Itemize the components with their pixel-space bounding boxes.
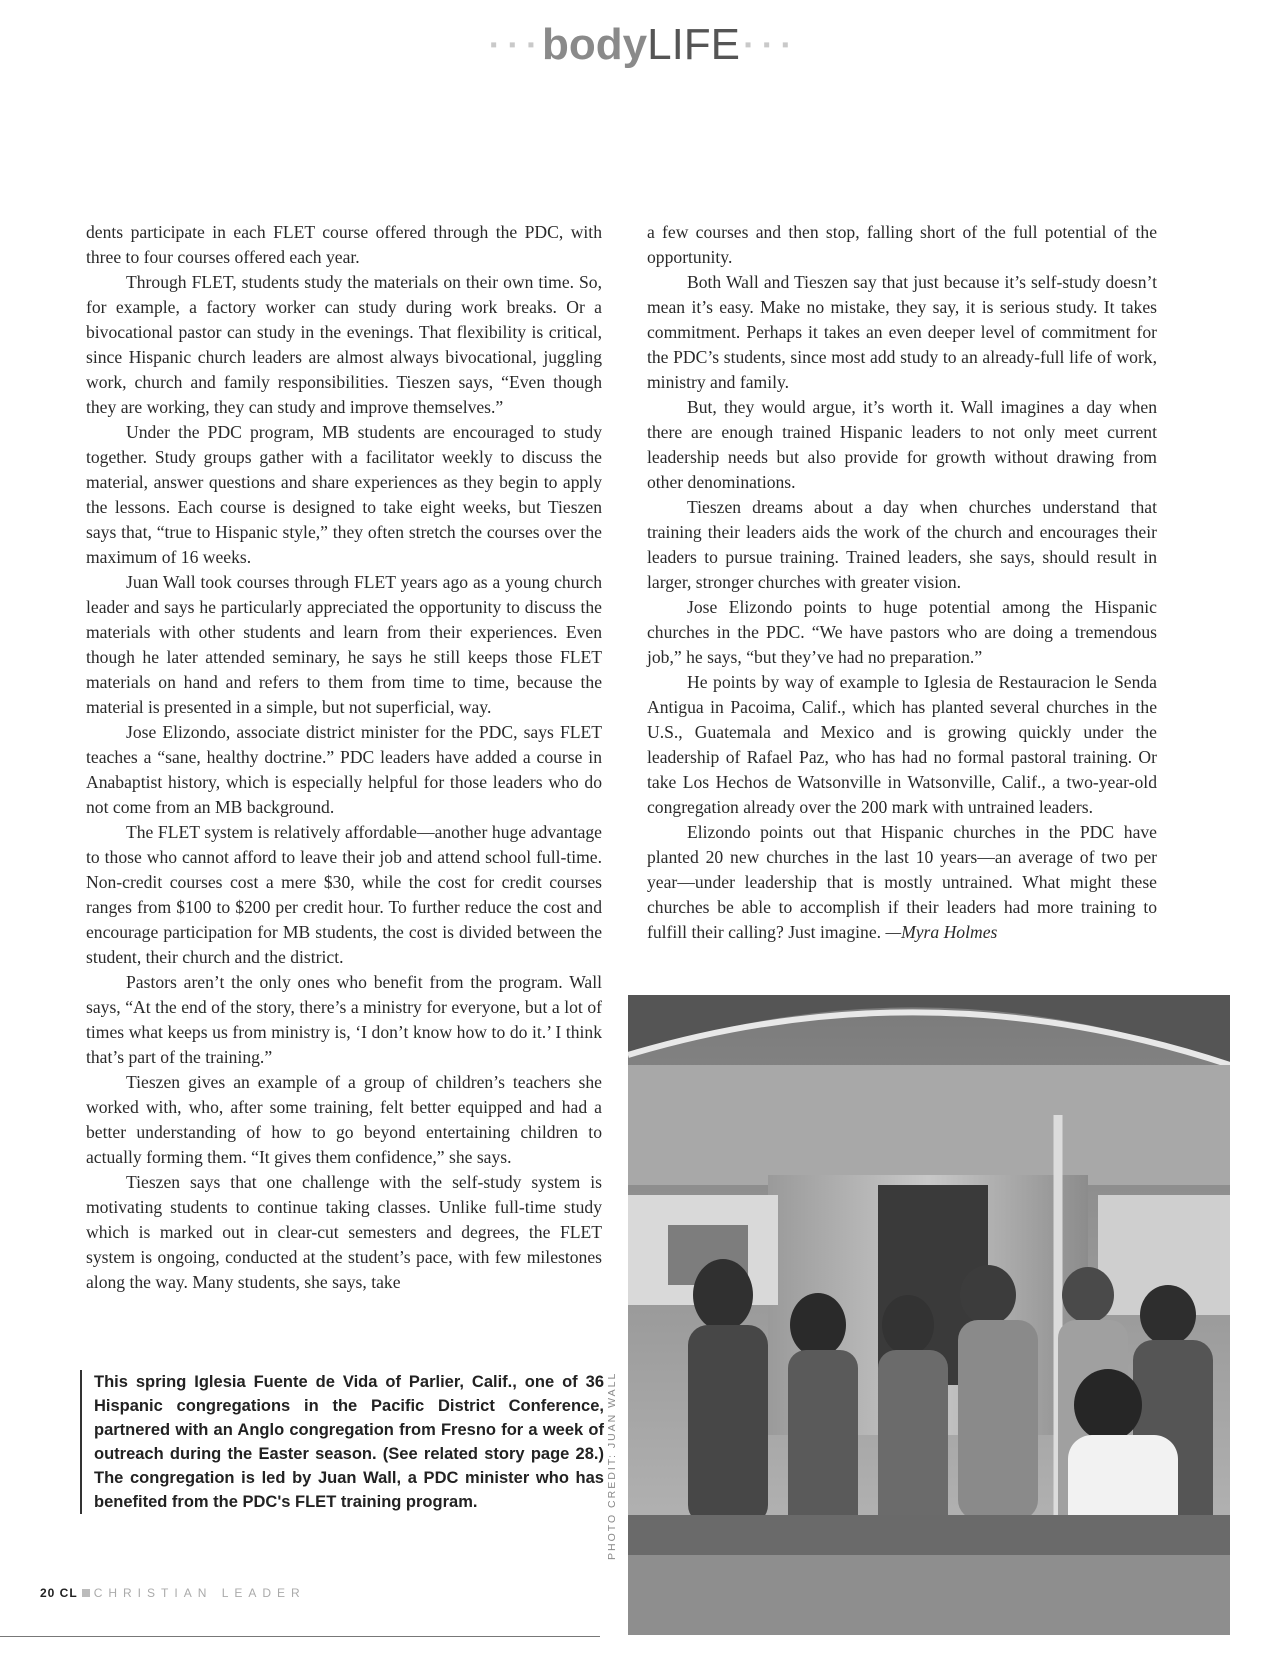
footer-square-icon [82, 1589, 90, 1597]
section-header [0, 20, 1282, 80]
header-dots-left: ▪ ▪ ▪ [490, 33, 538, 56]
article-paragraph: a few courses and then stop, falling short of the full potential of the opportunity. [647, 222, 1157, 267]
article-paragraph-text: Elizondo points out that Hispanic churches in the PDC have planted 20 new churches in the last 10 years—an average of two per year—under leadership that is mostly untrained. What might these churches be able to accomplish if their leaders had more training to fulfill their calling? Just imagine. [647, 822, 1157, 942]
article-column-right [647, 220, 1157, 945]
page-number: 20 CL [40, 1586, 78, 1600]
article-paragraph: Juan Wall took courses through FLET years ago as a young church leader and says he particularly appreciated the opportunity to discuss the materials with other students and learn from their experiences. Even though he later attended seminary, he says he still keeps those FLET materials on hand and refers to them from time to time, because the material is presented in a simple, but not superficial, way. [86, 572, 602, 717]
article-paragraph: But, they would argue, it’s worth it. Wall imagines a day when there are enough trained Hispanic leaders to not only meet current leadership needs but also provide for growth without drawing from other denominations. [647, 397, 1157, 492]
article-paragraph: Tieszen dreams about a day when churches understand that training their leaders aids the work of the church and encourages their leaders to pursue training. Trained leaders, she says, should result in larger, stronger churches with greater vision. [647, 497, 1157, 592]
header-dots-right: ▪ ▪ ▪ [744, 33, 792, 56]
article-paragraph: Under the PDC program, MB students are encouraged to study together. Study groups gather with a facilitator weekly to discuss the material, answer questions and share experiences as they begin to apply the lessons. Each course is designed to take eight weeks, but Tieszen says that, “true to Hispanic style,” they often stretch the courses over the maximum of 16 weeks. [86, 422, 602, 567]
photo-caption: This spring Iglesia Fuente de Vida of Parlier, Calif., one of 36 Hispanic congregations in the Pacific District Conference, partnered with an Anglo congregation from Fresno for a week of outreach during the Easter season. (See related story page 28.) The congregation is led by Juan Wall, a PDC minister who has benefited from the PDC's FLET training program. [80, 1370, 604, 1514]
article-paragraph: The FLET system is relatively affordable—another huge advantage to those who cannot afford to leave their job and attend school full-time. Non-credit courses cost a mere $30, while the cost for credit courses ranges from $100 to $200 per credit hour. To further reduce the cost and encourage participation for MB students, the cost is divided between the student, their church and the district. [86, 822, 602, 967]
article-paragraph-last [647, 820, 1157, 945]
article-paragraph: Tieszen says that one challenge with the self-study system is motivating students to continue taking classes. Unlike full-time study which is marked out in clear-cut semesters and degrees, the FLET system is ongoing, conducted at the student’s pace, with few milestones along the way. Many students, she says, take [86, 1172, 602, 1292]
article-paragraph: dents participate in each FLET course offered through the PDC, with three to four courses offered each year. [86, 222, 602, 267]
article-paragraph: He points by way of example to Iglesia de Restauracion le Senda Antigua in Pacoima, Calif., which has planted several churches in the U.S., Guatemala and Mexico and is growing quickly under the leadership of Rafael Paz, who has had no formal pastoral training. Or take Los Hechos de Watsonville in Watsonville, Calif., a two-year-old congregation already over the 200 mark with untrained leaders. [647, 672, 1157, 817]
author-byline: —Myra Holmes [885, 922, 998, 942]
section-title-bold: body [541, 20, 648, 69]
photo-credit: PHOTO CREDIT: JUAN WALL [606, 1371, 618, 1560]
article-paragraph: Tieszen gives an example of a group of children’s teachers she worked with, who, after some training, felt better equipped and had a better understanding of how to go beyond entertaining children to actually forming them. “It gives them confidence,” she says. [86, 1072, 602, 1167]
article-paragraph: Pastors aren’t the only ones who benefit from the program. Wall says, “At the end of the story, there’s a ministry for everyone, but a lot of times what keeps us from ministry is, ‘I don’t know how to do it.’ I think that’s part of the training.” [86, 972, 602, 1067]
article-paragraph: Through FLET, students study the materials on their own time. So, for example, a factory worker can study during work breaks. Or a bivocational pastor can study in the evenings. That flexibility is critical, since Hispanic church leaders are almost always bivocational, juggling work, church and family responsibilities. Tieszen says, “Even though they are working, they can study and improve themselves.” [86, 272, 602, 417]
article-paragraph: Jose Elizondo points to huge potential among the Hispanic churches in the PDC. “We have pastors who are doing a tremendous job,” he says, “but they’ve had no preparation.” [647, 597, 1157, 667]
article-paragraph: Jose Elizondo, associate district minister for the PDC, says FLET teaches a “sane, healthy doctrine.” PDC leaders have added a course in Anabaptist history, which is especially helpful for those leaders who do not come from an MB background. [86, 722, 602, 817]
church-outreach-photo [628, 995, 1230, 1635]
article-paragraph: Both Wall and Tieszen say that just because it’s self-study doesn’t mean it’s easy. Make no mistake, they say, it is serious study. It takes commitment. Perhaps it takes an even deeper level of commitment for the PDC’s students, since most add study to an already-full life of work, ministry and family. [647, 272, 1157, 392]
section-title-light: LIFE [647, 20, 741, 69]
article-column-left [86, 220, 602, 1295]
magazine-name: CHRISTIAN LEADER [93, 1586, 306, 1600]
page-footer [40, 1586, 306, 1600]
footer-rule [0, 1636, 600, 1637]
